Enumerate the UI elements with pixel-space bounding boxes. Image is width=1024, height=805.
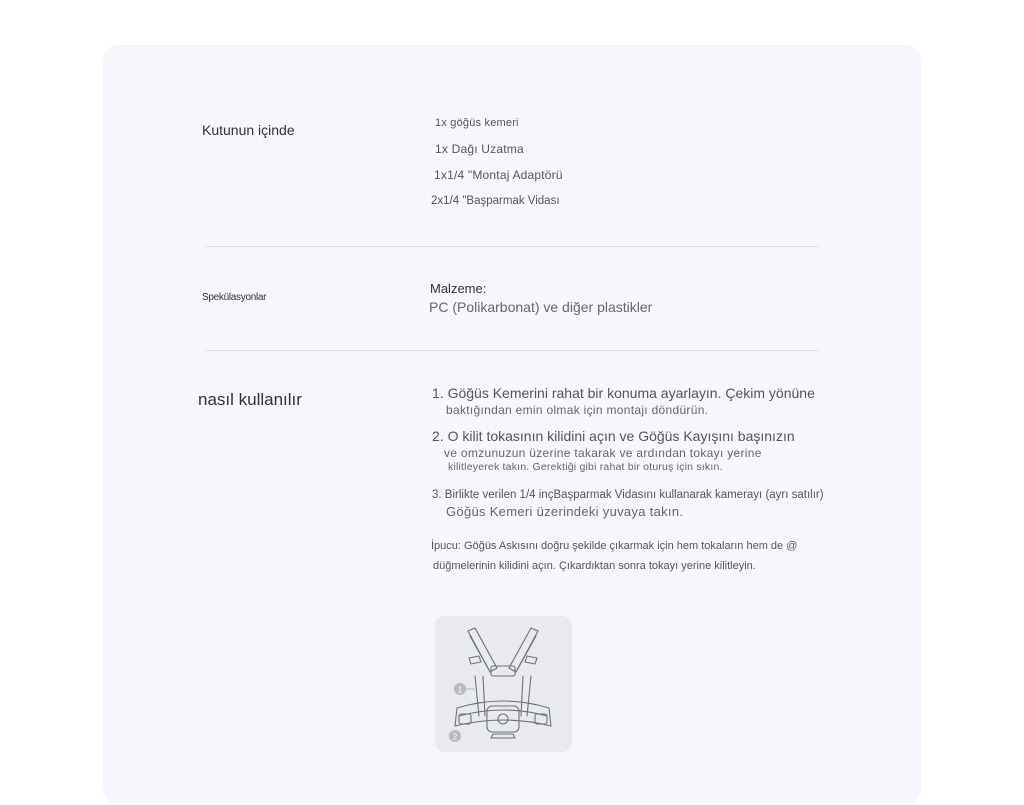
in-box-label: Kutunun içinde	[202, 122, 295, 138]
step-1-line-1: 1. Göğüs Kemerini rahat bir konuma ayarlayın. Çekim yönüne	[432, 385, 815, 401]
tip-line-2: düğmelerinin kilidini açın. Çıkardıktan sonra tokayı yerine kilitleyin.	[433, 560, 756, 572]
divider-2	[205, 350, 819, 351]
step-2-line-1: 2. O kilit tokasının kilidini açın ve Göğüs Kayışını başınızın	[432, 428, 795, 444]
step-2-line-2: ve omzunuzun üzerine takarak ve ardından tokayı yerine	[444, 446, 762, 460]
spec-material-key: Malzeme:	[430, 281, 487, 296]
in-box-item-2: 1x Dağı Uzatma	[435, 142, 524, 156]
divider-1	[205, 246, 819, 247]
marker-1: 1	[457, 685, 463, 695]
chest-harness-image	[435, 616, 572, 752]
step-3-line-1: 3. Birlikte verilen 1/4 inçBaşparmak Vidasını kullanarak kamerayı (ayrı satılır)	[432, 489, 824, 501]
step-1-line-2: baktığından emin olmak için montajı döndürün.	[446, 403, 709, 417]
chest-harness-icon	[435, 616, 572, 752]
step-3-line-2: Göğüs Kemeri üzerindeki yuvaya takın.	[446, 504, 684, 519]
specs-label: Spekülasyonlar	[202, 292, 267, 303]
in-box-item-4: 2x1/4 "Başparmak Vidası	[431, 195, 560, 207]
how-to-label: nasıl kullanılır	[198, 390, 302, 409]
in-box-item-3: 1x1/4 "Montaj Adaptörü	[434, 168, 563, 182]
step-2-line-3: kilitleyerek takın. Gerektiği gibi rahat bir oturuş için sıkın.	[448, 461, 723, 473]
tip-line-1: İpucu: Göğüs Askısını doğru şekilde çıkarmak için hem tokaların hem de @	[431, 540, 798, 552]
spec-material-value: PC (Polikarbonat) ve diğer plastikler	[429, 299, 653, 315]
marker-2: 2	[452, 732, 458, 742]
in-box-item-1: 1x göğüs kemeri	[435, 117, 519, 129]
